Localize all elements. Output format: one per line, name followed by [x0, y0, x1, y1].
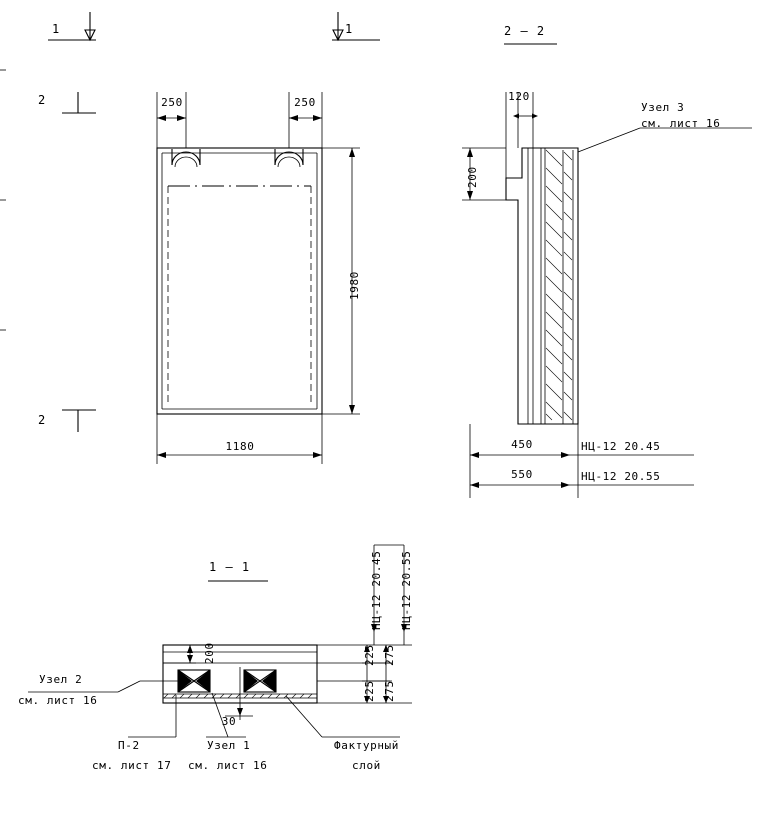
section-mark-1-left-label: 1	[52, 22, 61, 36]
section11-dim-depth: 200	[203, 642, 216, 664]
sheet-edge-ticks	[0, 70, 6, 330]
section11-dim-small: 30	[221, 715, 237, 728]
section22-mark-2: НЦ-12 20.55	[581, 470, 661, 483]
section11-dim-inner-a: 225	[363, 644, 376, 666]
section11-texture-layer-line2: слой	[352, 759, 381, 772]
section-mark-2-upper	[62, 92, 96, 113]
section11-node-1-callout: Узел 1	[207, 739, 251, 752]
section11-node-2-ref: см. лист 16	[18, 694, 98, 707]
section-mark-2-lower-label: 2	[38, 413, 47, 427]
section22-dim-step-height: 200	[466, 166, 479, 188]
section11-dim-inner-b: 225	[363, 680, 376, 702]
elevation-dim-right-offset: 250	[294, 96, 316, 109]
elevation-dim-height: 1980	[348, 271, 361, 300]
embedded-connector-left	[178, 670, 210, 692]
view-1-1-title: 1 — 1	[209, 560, 251, 574]
section22-mark-1: НЦ-12 20.45	[581, 440, 661, 453]
elevation-dim-width: 1180	[225, 440, 255, 453]
embedded-connector-right	[244, 670, 276, 692]
section11-node-1-ref: см. лист 16	[188, 759, 268, 772]
section-mark-2-lower	[62, 410, 96, 432]
section-mark-2-upper-label: 2	[38, 93, 47, 107]
section22-dim-width-2: 550	[511, 468, 533, 481]
section-mark-1-right	[332, 12, 380, 40]
section11-mark-2: НЦ-12 20.55	[400, 550, 413, 630]
section22-dim-width-1: 450	[511, 438, 533, 451]
section11-mark-1: НЦ-12 20.45	[370, 550, 383, 630]
section11-label-p2-ref: см. лист 17	[92, 759, 172, 772]
section11-node-2-callout: Узел 2	[39, 673, 83, 686]
section-2-2-view	[462, 44, 752, 498]
section11-texture-layer-line1: Фактурный	[334, 739, 400, 752]
section-mark-1-right-label: 1	[345, 22, 354, 36]
section22-node-callout: Узел 3	[641, 101, 685, 114]
section22-dim-thickness: 120	[508, 90, 530, 103]
section11-dim-inner-d: 275	[383, 680, 396, 702]
section22-node-callout-ref: см. лист 16	[641, 117, 721, 130]
panel-elevation-view	[157, 92, 360, 464]
section11-dim-inner-c: 275	[383, 644, 396, 666]
elevation-dim-left-offset: 250	[161, 96, 183, 109]
view-2-2-title: 2 — 2	[504, 24, 546, 38]
section11-label-p2: П-2	[118, 739, 140, 752]
